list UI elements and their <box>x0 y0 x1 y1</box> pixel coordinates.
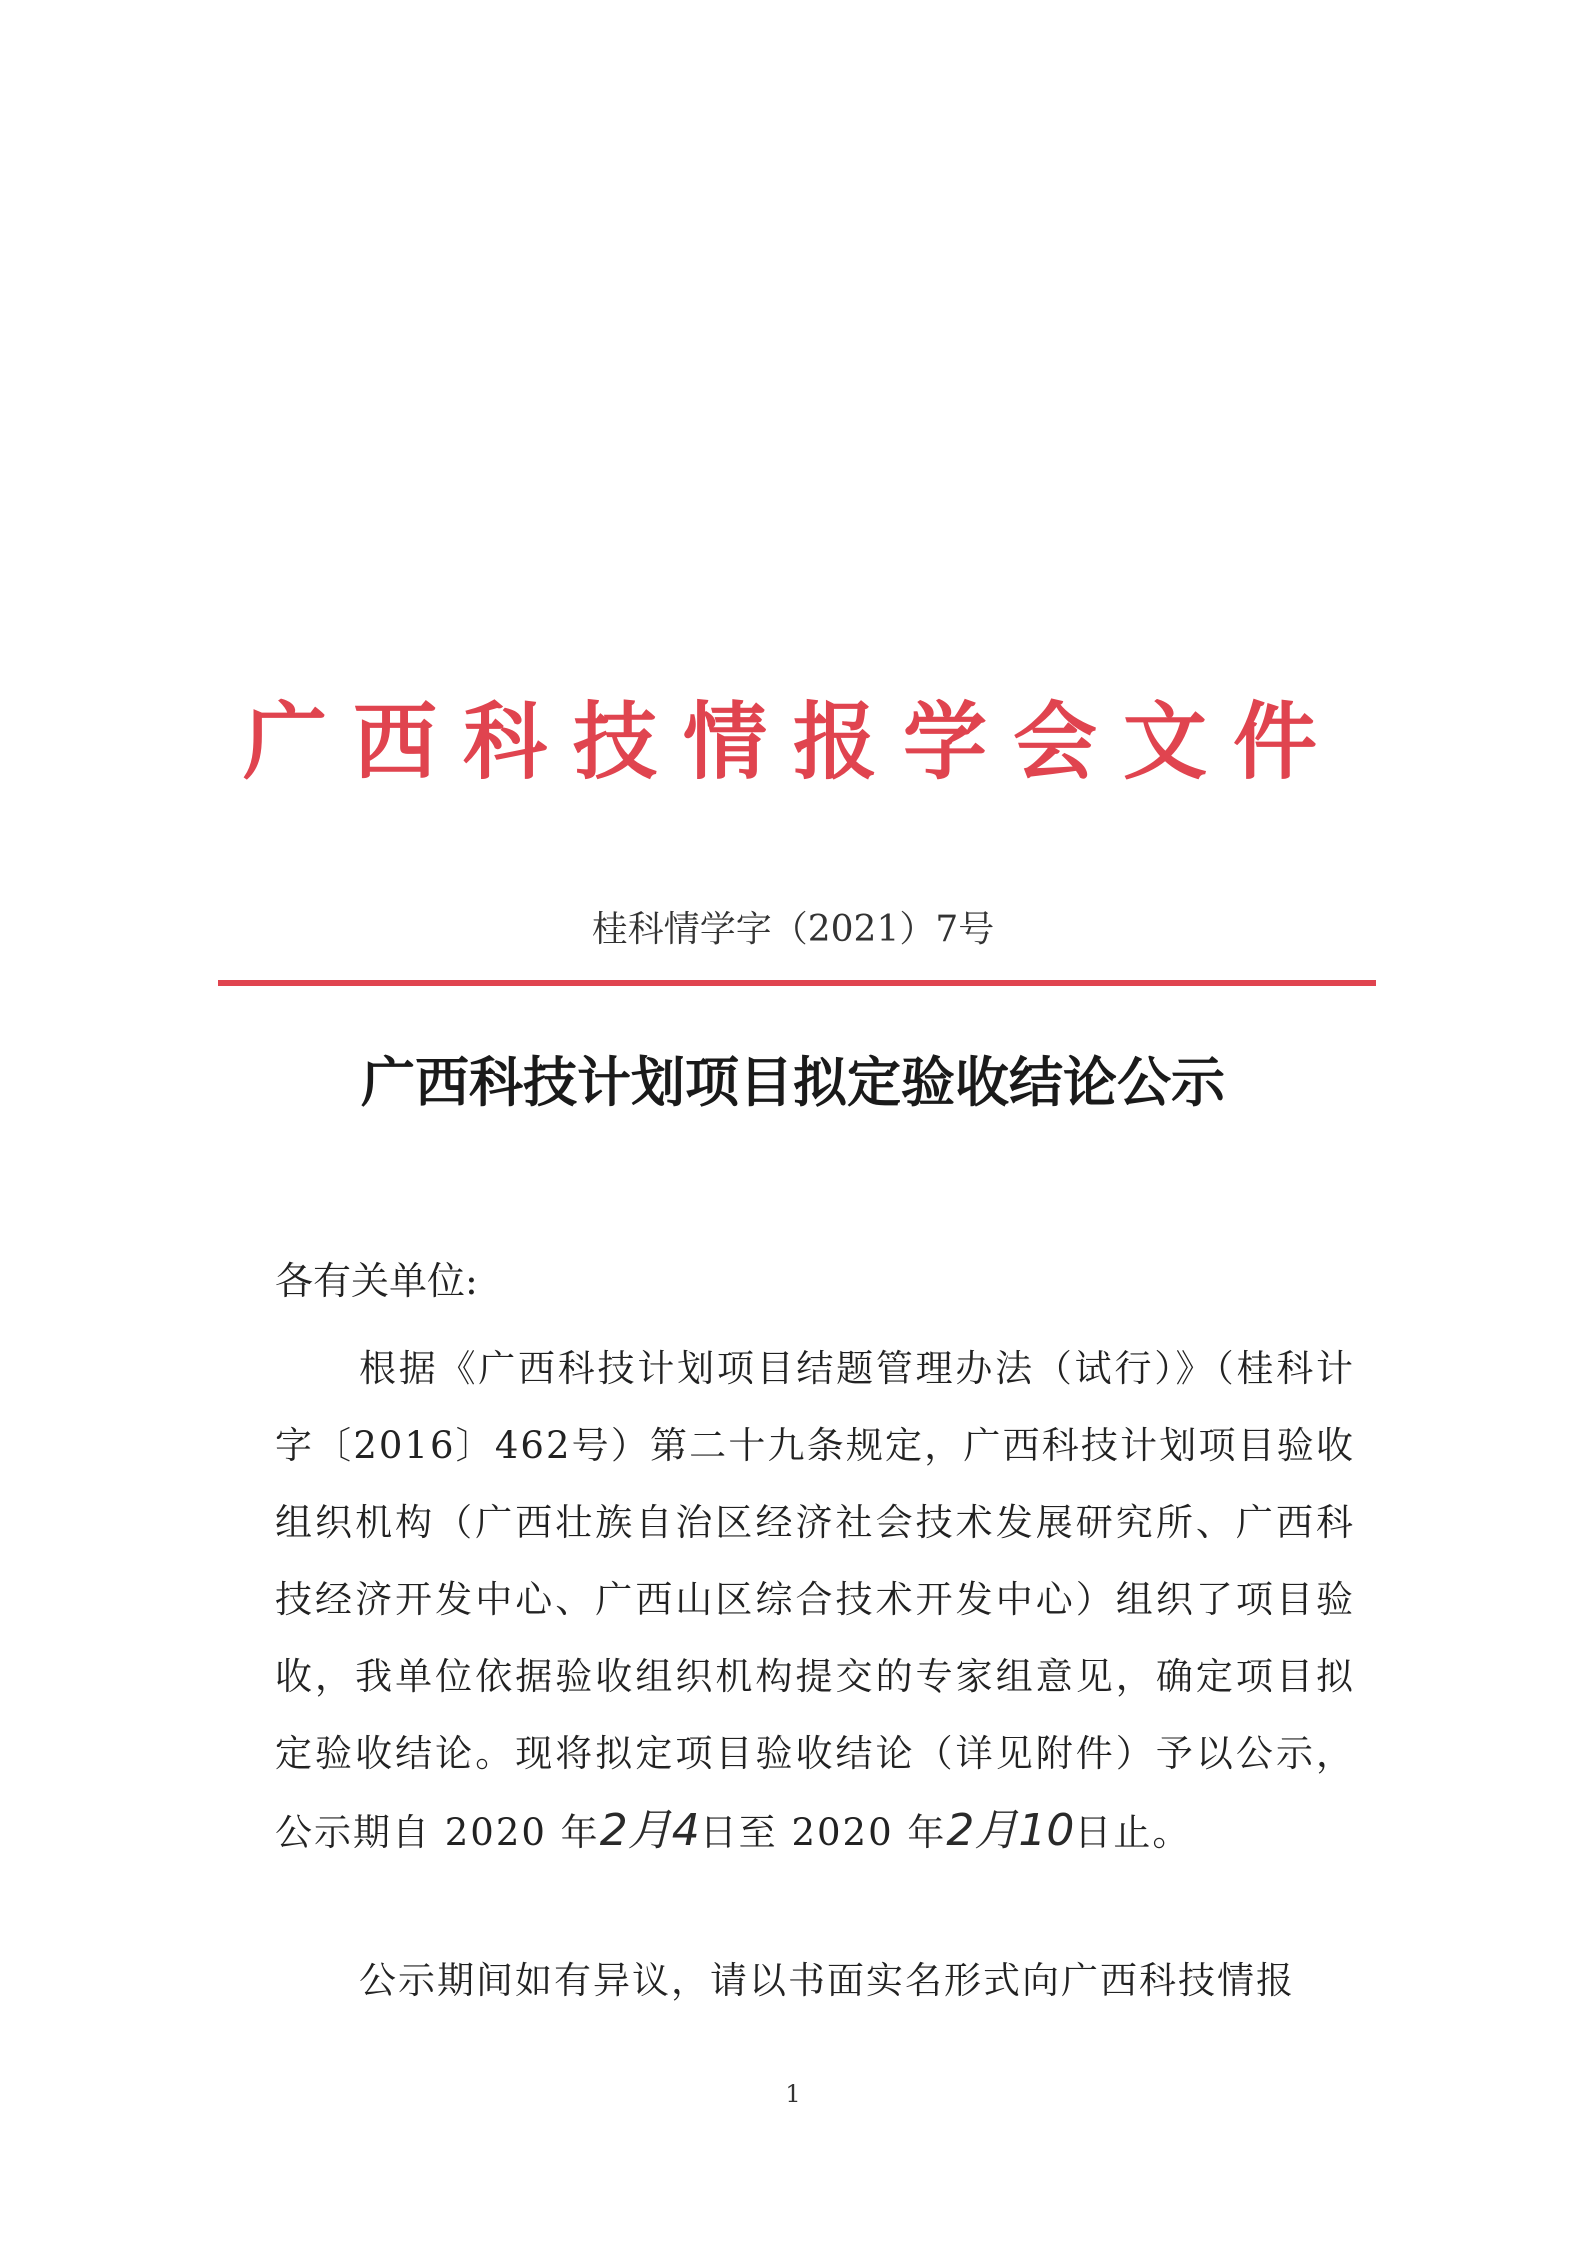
handwritten-start-day: 4 <box>671 1805 700 1856</box>
date-connector-text: 日至 2020 年 <box>699 1811 947 1854</box>
handwritten-end-month: 2月 <box>946 1805 1019 1856</box>
document-title: 广西科技计划项目拟定验收结论公示 <box>361 1050 1225 1114</box>
body-paragraph-1 <box>275 1330 1355 1871</box>
handwritten-end-day: 10 <box>1018 1805 1075 1856</box>
date-end-text: 日止。 <box>1074 1811 1192 1854</box>
body-paragraph-2: 公示期间如有异议，请以书面实名形式向广西科技情报 <box>359 1959 1295 2002</box>
page-number: 1 <box>785 2080 801 2108</box>
red-divider-line <box>218 980 1376 986</box>
paragraph-1-text: 根据《广西科技计划项目结题管理办法（试行）》（桂科计字〔2016〕462号）第二十九条规定，广西科技计划项目验收组织机构（广西壮族自治区经济社会技术发展研究所、广西科技经济开发中心、广西山区综合技术开发中心）组织了项目验收，我单位依据验收组织机构提交的专家组意见，确定项目拟定验收结论。现将拟定项目验收结论（详见附件）予以公示，公示期自 2020 年 <box>275 1347 1355 1854</box>
document-number: 桂科情学字（2021）7号 <box>591 909 995 950</box>
org-header-title: 广西科技情报学会文件 <box>242 692 1343 791</box>
salutation: 各有关单位: <box>275 1259 478 1303</box>
handwritten-start-month: 2月 <box>599 1805 672 1856</box>
